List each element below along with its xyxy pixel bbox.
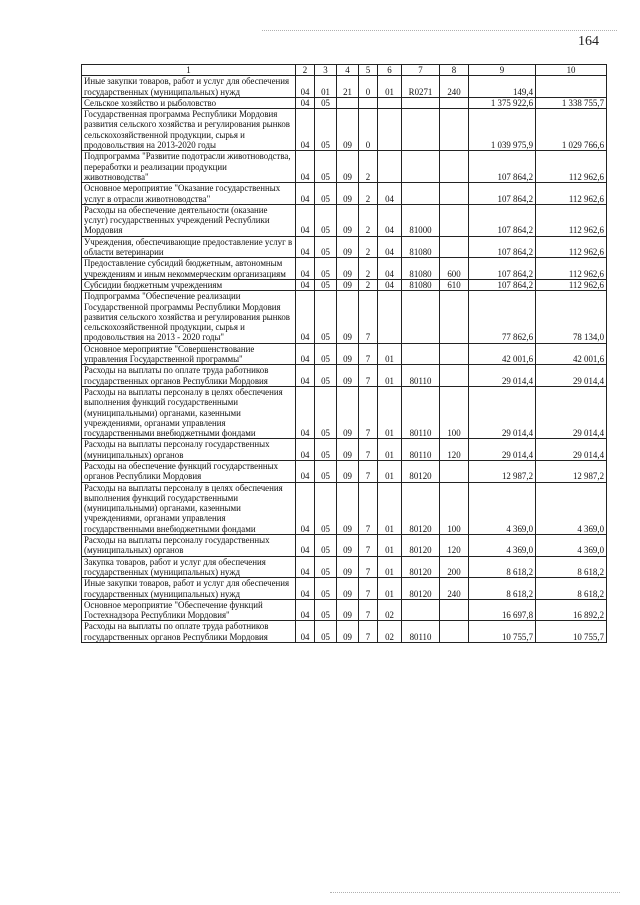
- amount-year-1-cell: 42 001,6: [469, 343, 536, 365]
- code-program-cell: 09: [337, 621, 359, 643]
- row-name-cell: Расходы на выплаты по оплате труда работников государственных органов Республики Мордовия: [82, 621, 296, 643]
- amount-year-1-cell: 107 864,2: [469, 258, 536, 280]
- code-section-cell: 04: [296, 291, 315, 343]
- code-subsection-cell: 05: [315, 439, 337, 461]
- row-name-cell: Расходы на выплаты персоналу в целях обеспечения выполнения функций государственными (муниципальными) органами, казенными учреждениями, органами управления государственными внебюджетными фондами: [82, 482, 296, 534]
- amount-year-1-cell: 8 618,2: [469, 578, 536, 600]
- code-subprogram-cell: 7: [359, 460, 378, 482]
- row-name-cell: Расходы на выплаты персоналу в целях обеспечения выполнения функций государственными (муниципальными) органами, казенными учреждениями, органами управления государственными внебюджетными фондами: [82, 386, 296, 438]
- row-name-cell: Расходы на выплаты персоналу государственных (муниципальных) органов: [82, 535, 296, 557]
- code-activity-cell: [378, 97, 402, 108]
- code-direction-cell: [402, 343, 440, 365]
- code-program-cell: 21: [337, 76, 359, 98]
- code-subprogram-cell: 2: [359, 204, 378, 236]
- code-direction-cell: 80110: [402, 439, 440, 461]
- header-cell: 7: [402, 65, 440, 76]
- code-activity-cell: 04: [378, 204, 402, 236]
- code-expense-type-cell: 600: [440, 258, 469, 280]
- amount-year-2-cell: 16 892,2: [536, 599, 607, 621]
- row-name-cell: Иные закупки товаров, работ и услуг для обеспечения государственных (муниципальных) нужд: [82, 578, 296, 600]
- code-expense-type-cell: [440, 291, 469, 343]
- code-subsection-cell: 05: [315, 386, 337, 438]
- amount-year-2-cell: 112 962,6: [536, 279, 607, 290]
- code-subsection-cell: 05: [315, 460, 337, 482]
- code-subprogram-cell: 7: [359, 535, 378, 557]
- row-name-cell: Предоставление субсидий бюджетным, автономным учреждениям и иным некоммерческим организациям: [82, 258, 296, 280]
- code-program-cell: 09: [337, 365, 359, 387]
- code-direction-cell: [402, 291, 440, 343]
- code-expense-type-cell: [440, 183, 469, 205]
- code-program-cell: 09: [337, 482, 359, 534]
- code-subprogram-cell: 2: [359, 279, 378, 290]
- amount-year-2-cell: 112 962,6: [536, 183, 607, 205]
- table-row: [82, 236, 607, 258]
- header-cell: 9: [469, 65, 536, 76]
- amount-year-1-cell: 8 618,2: [469, 556, 536, 578]
- code-program-cell: 09: [337, 386, 359, 438]
- amount-year-2-cell: 1 029 766,6: [536, 109, 607, 151]
- code-section-cell: 04: [296, 621, 315, 643]
- header-cell: 8: [440, 65, 469, 76]
- amount-year-1-cell: 12 987,2: [469, 460, 536, 482]
- table-row: [82, 482, 607, 534]
- amount-year-2-cell: 8 618,2: [536, 578, 607, 600]
- table-row: [82, 97, 607, 108]
- code-activity-cell: 02: [378, 599, 402, 621]
- amount-year-1-cell: 107 864,2: [469, 279, 536, 290]
- code-subsection-cell: 05: [315, 365, 337, 387]
- code-subprogram-cell: 7: [359, 599, 378, 621]
- table-row: [82, 386, 607, 438]
- row-name-cell: Основное мероприятие "Оказание государственных услуг в отрасли животноводства": [82, 183, 296, 205]
- code-subsection-cell: 05: [315, 258, 337, 280]
- amount-year-2-cell: 4 369,0: [536, 482, 607, 534]
- code-subprogram-cell: 0: [359, 109, 378, 151]
- table-row: [82, 343, 607, 365]
- table-row: [82, 365, 607, 387]
- page-number: 164: [578, 34, 599, 49]
- code-direction-cell: 80110: [402, 621, 440, 643]
- code-expense-type-cell: 240: [440, 76, 469, 98]
- code-subsection-cell: 05: [315, 343, 337, 365]
- row-name-cell: Субсидии бюджетным учреждениям: [82, 279, 296, 290]
- header-cell: 4: [337, 65, 359, 76]
- code-subsection-cell: 05: [315, 578, 337, 600]
- amount-year-2-cell: 112 962,6: [536, 204, 607, 236]
- amount-year-2-cell: 4 369,0: [536, 535, 607, 557]
- code-expense-type-cell: [440, 151, 469, 183]
- code-subsection-cell: 05: [315, 556, 337, 578]
- code-activity-cell: [378, 291, 402, 343]
- code-subprogram-cell: 0: [359, 76, 378, 98]
- code-expense-type-cell: 120: [440, 439, 469, 461]
- code-subprogram-cell: 7: [359, 291, 378, 343]
- code-activity-cell: 02: [378, 621, 402, 643]
- code-expense-type-cell: [440, 621, 469, 643]
- code-activity-cell: 01: [378, 535, 402, 557]
- table-row: [82, 291, 607, 343]
- code-expense-type-cell: [440, 599, 469, 621]
- code-subsection-cell: 05: [315, 204, 337, 236]
- code-section-cell: 04: [296, 556, 315, 578]
- code-section-cell: 04: [296, 183, 315, 205]
- code-subprogram-cell: 7: [359, 386, 378, 438]
- table-header-row: [82, 65, 607, 76]
- amount-year-2-cell: 112 962,6: [536, 151, 607, 183]
- code-subprogram-cell: 2: [359, 236, 378, 258]
- code-direction-cell: 80120: [402, 482, 440, 534]
- code-program-cell: 09: [337, 578, 359, 600]
- code-section-cell: 04: [296, 258, 315, 280]
- table-row: [82, 258, 607, 280]
- code-section-cell: 04: [296, 236, 315, 258]
- amount-year-1-cell: 29 014,4: [469, 365, 536, 387]
- code-subprogram-cell: 2: [359, 151, 378, 183]
- amount-year-1-cell: 29 014,4: [469, 386, 536, 438]
- code-direction-cell: 80120: [402, 535, 440, 557]
- header-cell: 6: [378, 65, 402, 76]
- amount-year-1-cell: 1 375 922,6: [469, 97, 536, 108]
- table-row: [82, 183, 607, 205]
- code-direction-cell: [402, 151, 440, 183]
- scan-artifact-line: [330, 892, 620, 893]
- code-direction-cell: [402, 109, 440, 151]
- row-name-cell: Расходы на выплаты персоналу государственных (муниципальных) органов: [82, 439, 296, 461]
- code-subsection-cell: 05: [315, 599, 337, 621]
- amount-year-1-cell: 107 864,2: [469, 236, 536, 258]
- code-section-cell: 04: [296, 151, 315, 183]
- table-row: [82, 535, 607, 557]
- code-program-cell: 09: [337, 183, 359, 205]
- code-program-cell: 09: [337, 204, 359, 236]
- code-direction-cell: 81080: [402, 258, 440, 280]
- code-expense-type-cell: [440, 365, 469, 387]
- code-subprogram-cell: 7: [359, 556, 378, 578]
- code-program-cell: 09: [337, 291, 359, 343]
- amount-year-2-cell: [536, 76, 607, 98]
- header-cell: 10: [536, 65, 607, 76]
- code-expense-type-cell: 200: [440, 556, 469, 578]
- amount-year-2-cell: 78 134,0: [536, 291, 607, 343]
- code-program-cell: 09: [337, 109, 359, 151]
- table-row: [82, 109, 607, 151]
- code-activity-cell: 01: [378, 439, 402, 461]
- row-name-cell: Основное мероприятие "Обеспечение функций Гостехнадзора Республики Мордовия": [82, 599, 296, 621]
- code-expense-type-cell: 610: [440, 279, 469, 290]
- code-activity-cell: 01: [378, 365, 402, 387]
- code-section-cell: 04: [296, 204, 315, 236]
- code-direction-cell: 80120: [402, 578, 440, 600]
- code-activity-cell: 01: [378, 578, 402, 600]
- code-subprogram-cell: 7: [359, 439, 378, 461]
- code-activity-cell: [378, 109, 402, 151]
- code-expense-type-cell: 240: [440, 578, 469, 600]
- amount-year-1-cell: 107 864,2: [469, 204, 536, 236]
- amount-year-1-cell: 107 864,2: [469, 183, 536, 205]
- code-direction-cell: 80120: [402, 556, 440, 578]
- code-subsection-cell: 05: [315, 279, 337, 290]
- row-name-cell: Сельское хозяйство и рыболовство: [82, 97, 296, 108]
- code-program-cell: 09: [337, 236, 359, 258]
- code-subprogram-cell: 7: [359, 621, 378, 643]
- amount-year-1-cell: 1 039 975,9: [469, 109, 536, 151]
- code-section-cell: 04: [296, 578, 315, 600]
- code-activity-cell: 01: [378, 386, 402, 438]
- code-activity-cell: 04: [378, 183, 402, 205]
- code-direction-cell: 80110: [402, 386, 440, 438]
- code-subsection-cell: 05: [315, 183, 337, 205]
- amount-year-2-cell: 42 001,6: [536, 343, 607, 365]
- code-activity-cell: 01: [378, 460, 402, 482]
- table-row: [82, 599, 607, 621]
- table-row: [82, 439, 607, 461]
- scan-artifact-line: [262, 30, 617, 31]
- code-program-cell: 09: [337, 439, 359, 461]
- code-expense-type-cell: [440, 236, 469, 258]
- code-direction-cell: 81000: [402, 204, 440, 236]
- table-body: [82, 76, 607, 643]
- row-name-cell: Подпрограмма "Развитие подотрасли животноводства, переработки и реализации продукции животноводства": [82, 151, 296, 183]
- code-expense-type-cell: [440, 460, 469, 482]
- code-program-cell: 09: [337, 258, 359, 280]
- code-section-cell: 04: [296, 365, 315, 387]
- row-name-cell: Иные закупки товаров, работ и услуг для обеспечения государственных (муниципальных) нужд: [82, 76, 296, 98]
- code-subprogram-cell: 7: [359, 365, 378, 387]
- code-section-cell: 04: [296, 439, 315, 461]
- header-cell: 3: [315, 65, 337, 76]
- table-row: [82, 204, 607, 236]
- code-subsection-cell: 05: [315, 151, 337, 183]
- amount-year-2-cell: 12 987,2: [536, 460, 607, 482]
- code-expense-type-cell: [440, 204, 469, 236]
- code-section-cell: 04: [296, 76, 315, 98]
- code-program-cell: 09: [337, 599, 359, 621]
- code-activity-cell: [378, 151, 402, 183]
- amount-year-2-cell: 29 014,4: [536, 365, 607, 387]
- code-section-cell: 04: [296, 97, 315, 108]
- code-subsection-cell: 05: [315, 109, 337, 151]
- code-expense-type-cell: [440, 97, 469, 108]
- code-direction-cell: 80120: [402, 460, 440, 482]
- code-section-cell: 04: [296, 279, 315, 290]
- amount-year-1-cell: 10 755,7: [469, 621, 536, 643]
- code-subprogram-cell: 7: [359, 343, 378, 365]
- amount-year-2-cell: 112 962,6: [536, 236, 607, 258]
- code-expense-type-cell: [440, 343, 469, 365]
- code-activity-cell: 04: [378, 236, 402, 258]
- table-row: [82, 460, 607, 482]
- table-row: [82, 279, 607, 290]
- amount-year-1-cell: 4 369,0: [469, 535, 536, 557]
- code-subprogram-cell: 2: [359, 183, 378, 205]
- code-subsection-cell: 05: [315, 482, 337, 534]
- amount-year-2-cell: 112 962,6: [536, 258, 607, 280]
- code-subprogram-cell: [359, 97, 378, 108]
- code-program-cell: 09: [337, 151, 359, 183]
- code-program-cell: 09: [337, 535, 359, 557]
- amount-year-2-cell: 8 618,2: [536, 556, 607, 578]
- row-name-cell: Закупка товаров, работ и услуг для обеспечения государственных (муниципальных) нужд: [82, 556, 296, 578]
- row-name-cell: Расходы на выплаты по оплате труда работников государственных органов Республики Мордовия: [82, 365, 296, 387]
- code-section-cell: 04: [296, 482, 315, 534]
- code-section-cell: 04: [296, 386, 315, 438]
- amount-year-1-cell: 77 862,6: [469, 291, 536, 343]
- code-expense-type-cell: [440, 109, 469, 151]
- amount-year-1-cell: 107 864,2: [469, 151, 536, 183]
- amount-year-1-cell: 29 014,4: [469, 439, 536, 461]
- amount-year-2-cell: 29 014,4: [536, 386, 607, 438]
- code-direction-cell: 80110: [402, 365, 440, 387]
- code-program-cell: 09: [337, 279, 359, 290]
- code-program-cell: 09: [337, 460, 359, 482]
- table-row: [82, 578, 607, 600]
- table-row: [82, 621, 607, 643]
- code-activity-cell: 04: [378, 279, 402, 290]
- code-subprogram-cell: 2: [359, 258, 378, 280]
- code-subsection-cell: 05: [315, 236, 337, 258]
- code-direction-cell: [402, 599, 440, 621]
- code-expense-type-cell: 100: [440, 386, 469, 438]
- code-subsection-cell: 05: [315, 535, 337, 557]
- amount-year-1-cell: 4 369,0: [469, 482, 536, 534]
- header-cell: 1: [82, 65, 296, 76]
- amount-year-1-cell: 16 697,8: [469, 599, 536, 621]
- table-row: [82, 76, 607, 98]
- code-subsection-cell: 01: [315, 76, 337, 98]
- table-row: [82, 556, 607, 578]
- code-section-cell: 04: [296, 109, 315, 151]
- code-direction-cell: R0271: [402, 76, 440, 98]
- amount-year-2-cell: 10 755,7: [536, 621, 607, 643]
- code-activity-cell: 01: [378, 556, 402, 578]
- code-expense-type-cell: 100: [440, 482, 469, 534]
- code-activity-cell: 01: [378, 343, 402, 365]
- code-subsection-cell: 05: [315, 291, 337, 343]
- code-program-cell: 09: [337, 556, 359, 578]
- code-direction-cell: 81080: [402, 279, 440, 290]
- code-subprogram-cell: 7: [359, 578, 378, 600]
- code-subsection-cell: 05: [315, 97, 337, 108]
- code-subsection-cell: 05: [315, 621, 337, 643]
- code-section-cell: 04: [296, 599, 315, 621]
- code-section-cell: 04: [296, 535, 315, 557]
- row-name-cell: Государственная программа Республики Мордовия развития сельского хозяйства и регулирования рынков сельскохозяйственной продукции, сырья и продовольствия на 2013-2020 годы: [82, 109, 296, 151]
- table-row: [82, 151, 607, 183]
- code-section-cell: 04: [296, 343, 315, 365]
- code-activity-cell: 01: [378, 482, 402, 534]
- code-activity-cell: 04: [378, 258, 402, 280]
- code-direction-cell: [402, 183, 440, 205]
- amount-year-2-cell: 29 014,4: [536, 439, 607, 461]
- code-expense-type-cell: 120: [440, 535, 469, 557]
- row-name-cell: Учреждения, обеспечивающие предоставление услуг в области ветеринарии: [82, 236, 296, 258]
- code-activity-cell: 01: [378, 76, 402, 98]
- code-program-cell: [337, 97, 359, 108]
- code-section-cell: 04: [296, 460, 315, 482]
- row-name-cell: Расходы на обеспечение деятельности (оказание услуг) государственных учреждений Республики Мордовия: [82, 204, 296, 236]
- row-name-cell: Подпрограмма "Обеспечение реализации Государственной программы Республики Мордовия развития сельского хозяйства и регулирования рынков сельскохозяйственной продукции, сырья и продовольствия на 2013 - 2020 годы": [82, 291, 296, 343]
- code-direction-cell: 81080: [402, 236, 440, 258]
- code-subprogram-cell: 7: [359, 482, 378, 534]
- header-cell: 5: [359, 65, 378, 76]
- row-name-cell: Основное мероприятие "Совершенствование управления Государственной программы": [82, 343, 296, 365]
- amount-year-2-cell: 1 338 755,7: [536, 97, 607, 108]
- code-program-cell: 09: [337, 343, 359, 365]
- row-name-cell: Расходы на обеспечение функций государственных органов Республики Мордовия: [82, 460, 296, 482]
- code-direction-cell: [402, 97, 440, 108]
- budget-table: [81, 64, 607, 643]
- header-cell: 2: [296, 65, 315, 76]
- amount-year-1-cell: 149,4: [469, 76, 536, 98]
